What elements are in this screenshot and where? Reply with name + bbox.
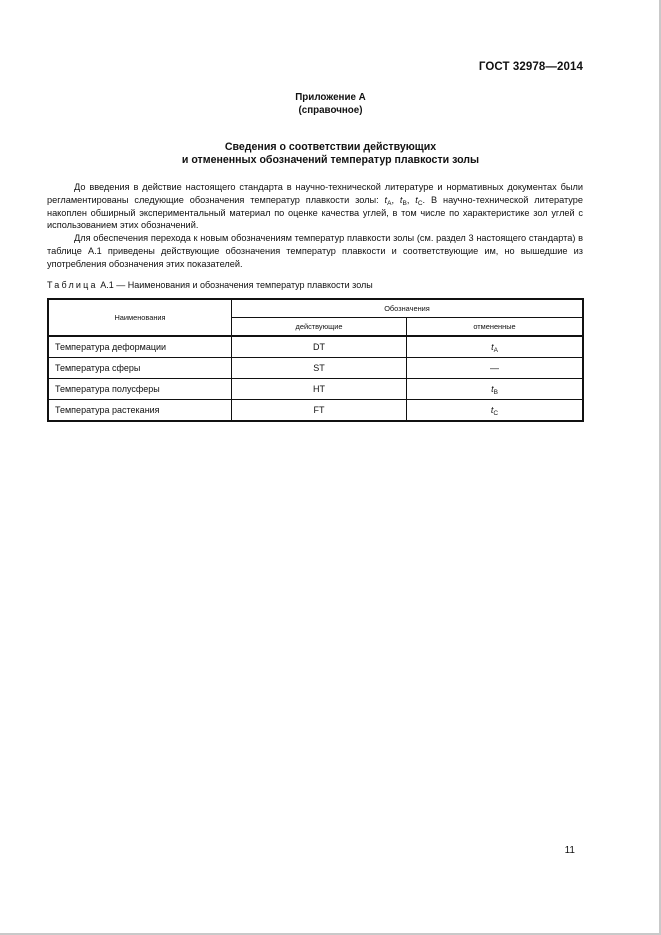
separator: , bbox=[391, 194, 400, 205]
header-cancelled: отмененные bbox=[407, 318, 584, 337]
section-title-line-2: и отмененных обозначений температур плавкости золы bbox=[181, 154, 480, 166]
separator: , bbox=[406, 194, 416, 205]
subscript-b: B bbox=[402, 199, 407, 207]
subscript-a: A bbox=[387, 199, 392, 207]
cancelled-symbol: t bbox=[491, 384, 494, 394]
cancelled-symbol: t bbox=[490, 405, 494, 415]
table-caption bbox=[47, 280, 373, 290]
table-row bbox=[48, 379, 583, 400]
row-current-code: DT bbox=[232, 336, 407, 358]
cancelled-subscript: B bbox=[493, 389, 498, 396]
body-text bbox=[47, 181, 583, 271]
row-name: Температура растекания bbox=[48, 400, 232, 422]
cancelled-dash: — bbox=[490, 363, 499, 373]
row-cancelled-code bbox=[407, 358, 584, 379]
table-caption-text: А.1 — Наименования и обозначения температур плавкости золы bbox=[97, 280, 373, 290]
paragraph-1 bbox=[47, 181, 583, 232]
paragraph-2: Для обеспечения перехода к новым обозначениям температур плавкости золы (см. раздел 3 настоящего стандарта) в таблице А.1 приведены действующие обозначения температур плавкости и соответствующие им, но вышедшие из употребления обозначения этих показателей. bbox=[47, 233, 583, 269]
designations-table bbox=[47, 298, 584, 422]
page-number: 11 bbox=[564, 845, 575, 856]
section-title bbox=[0, 141, 661, 167]
table-row bbox=[48, 358, 583, 379]
document-code: ГОСТ 32978—2014 bbox=[478, 61, 583, 73]
row-current-code: ST bbox=[232, 358, 407, 379]
row-cancelled-code bbox=[407, 379, 584, 400]
symbol-t: t bbox=[415, 194, 418, 205]
row-current-code: HT bbox=[232, 379, 407, 400]
row-current-code: FT bbox=[232, 400, 407, 422]
paragraph-1-start: До введения в действие настоящего стандарта в научно-технической литературе и нормативных документах были регламентированы следующие обозначения температур плавкости золы: bbox=[47, 182, 583, 205]
symbol-t: t bbox=[399, 194, 403, 205]
symbol-t: t bbox=[384, 194, 388, 205]
row-name: Температура сферы bbox=[48, 358, 232, 379]
header-name: Наименования bbox=[48, 299, 232, 336]
subscript-c: C bbox=[417, 199, 423, 207]
header-designations: Обозначения bbox=[232, 299, 584, 318]
row-cancelled-code bbox=[407, 336, 584, 358]
appendix-type: (справочное) bbox=[298, 104, 363, 116]
table-row bbox=[48, 400, 583, 422]
row-name: Температура деформации bbox=[48, 336, 232, 358]
cancelled-symbol: t bbox=[491, 342, 494, 352]
appendix-heading bbox=[0, 92, 661, 117]
cancelled-subscript: A bbox=[493, 347, 498, 354]
row-name: Температура полусферы bbox=[48, 379, 232, 400]
paragraph-1-end: . В научно-технической литературе накоплен обширный экспериментальный материал по оценке качества углей, в том числе по характеристике зол углей с использованием этих обозначений. bbox=[47, 194, 583, 231]
table-caption-label: Таблица bbox=[47, 280, 98, 290]
section-title-line-1: Сведения о соответствии действующих bbox=[224, 141, 437, 153]
row-cancelled-code bbox=[407, 400, 584, 422]
appendix-label: Приложение А bbox=[295, 92, 366, 103]
table-row bbox=[48, 336, 583, 358]
cancelled-subscript: C bbox=[493, 410, 499, 417]
header-current: действующие bbox=[232, 318, 407, 337]
